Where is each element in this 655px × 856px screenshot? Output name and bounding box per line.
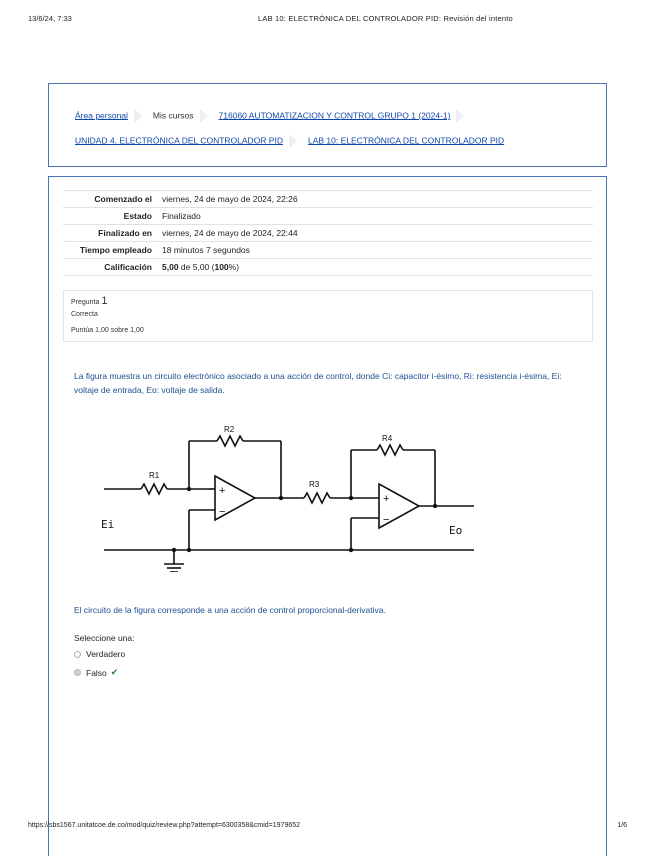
opamp1-plus: + [219,485,226,497]
grade-suffix: %) [228,262,240,272]
resistor-r1 [141,484,167,494]
label-eo: Eo [449,524,463,537]
grade-score: 5,00 [162,262,179,272]
print-url: https://sbs1567.unitatcoe.de.co/mod/quiz/review.php?attempt=6300358&cmid=1979652 [28,822,301,829]
answer-prompt: Seleccione una: [74,633,135,643]
summary-value: 18 minutos 7 segundos [162,245,250,255]
breadcrumb-course-link[interactable]: 716060 AUTOMATIZACION Y CONTROL GRUPO 1 (2024-1) [218,110,451,121]
node [349,496,353,500]
node [349,548,353,552]
answer-option-true[interactable] [74,649,125,659]
print-header [28,14,627,26]
checkmark-icon: ✔ [110,667,119,677]
question-number [71,295,108,307]
breadcrumb-row-2 [75,133,504,149]
grade-rest: de 5,00 ( [178,262,215,272]
summary-label: Calificación [104,262,152,272]
summary-label: Finalizado en [98,228,152,238]
opamp1-minus: − [219,506,226,518]
opamp2-minus: − [383,514,390,526]
summary-value: viernes, 24 de mayo de 2024, 22:26 [162,194,298,204]
summary-label: Comenzado el [94,194,152,204]
breadcrumb-lab-link[interactable]: LAB 10: ELECTRÓNICA DEL CONTROLADOR PID [307,135,505,146]
question-text: La figura muestra un circuito electrónico asociado a una acción de control, donde Ci: capacitor i-ésimo, Ri: resistencia i-ésima, Ei: voltaje de entrada, Eo: voltaje de salida. [74,371,562,395]
question-grade: Puntúa 1,00 sobre 1,00 [71,327,144,334]
question-claim: El circuito de la figura corresponde a una acción de control proporcional-derivativa. [74,605,386,615]
label-ei: Ei [101,518,115,531]
breadcrumb-unit-link[interactable]: UNIDAD 4. ELECTRÓNICA DEL CONTROLADOR PID [75,135,283,146]
radio-button[interactable] [74,651,81,658]
question-state: Correcta [71,311,98,318]
question-number-value: 1 [101,295,108,307]
grade-percent: 100 [214,262,229,272]
breadcrumb-my-courses[interactable]: Mis cursos [152,110,194,121]
summary-row-grade [63,259,593,276]
node [172,548,176,552]
breadcrumb-box [48,83,607,167]
answer-option-false[interactable] [74,667,118,678]
print-footer [28,822,627,834]
node [433,504,437,508]
resistor-r4 [377,445,403,455]
label-r2: R2 [224,425,235,434]
question-prefix: Pregunta [71,299,100,306]
radio-button-selected[interactable] [74,669,81,676]
summary-label: Tiempo empleado [79,245,152,255]
option-label: Falso [86,667,107,678]
summary-row [63,225,593,242]
attempt-summary-table [63,190,593,276]
print-page-number: 1/6 [617,822,627,829]
question-info-box [63,290,593,342]
label-r1: R1 [149,471,160,480]
summary-grade-value [158,259,593,276]
chevron-right-icon [134,108,144,124]
breadcrumb [75,108,475,124]
node [187,487,191,491]
circuit-diagram [99,422,479,572]
chevron-right-icon [289,133,299,149]
resistor-r2 [217,436,243,446]
summary-label: Estado [123,211,152,221]
summary-value: Finalizado [162,211,201,221]
label-r3: R3 [309,480,320,489]
chevron-right-icon [200,108,210,124]
summary-row [63,242,593,259]
resistor-r3 [304,493,330,503]
node [187,548,191,552]
summary-row [63,191,593,208]
print-title: LAB 10: ELECTRÓNICA DEL CONTROLADOR PID: Revisión del intento [258,14,513,23]
summary-value: viernes, 24 de mayo de 2024, 22:44 [162,228,298,238]
option-label: Verdadero [86,649,126,659]
quiz-review-region [48,176,607,856]
node [279,496,283,500]
opamp2-plus: + [383,493,390,505]
breadcrumb-home-link[interactable]: Área personal [75,110,128,121]
chevron-right-icon [456,108,466,124]
label-r4: R4 [382,434,393,443]
print-date: 13/6/24, 7:33 [28,14,72,23]
summary-row [63,208,593,225]
